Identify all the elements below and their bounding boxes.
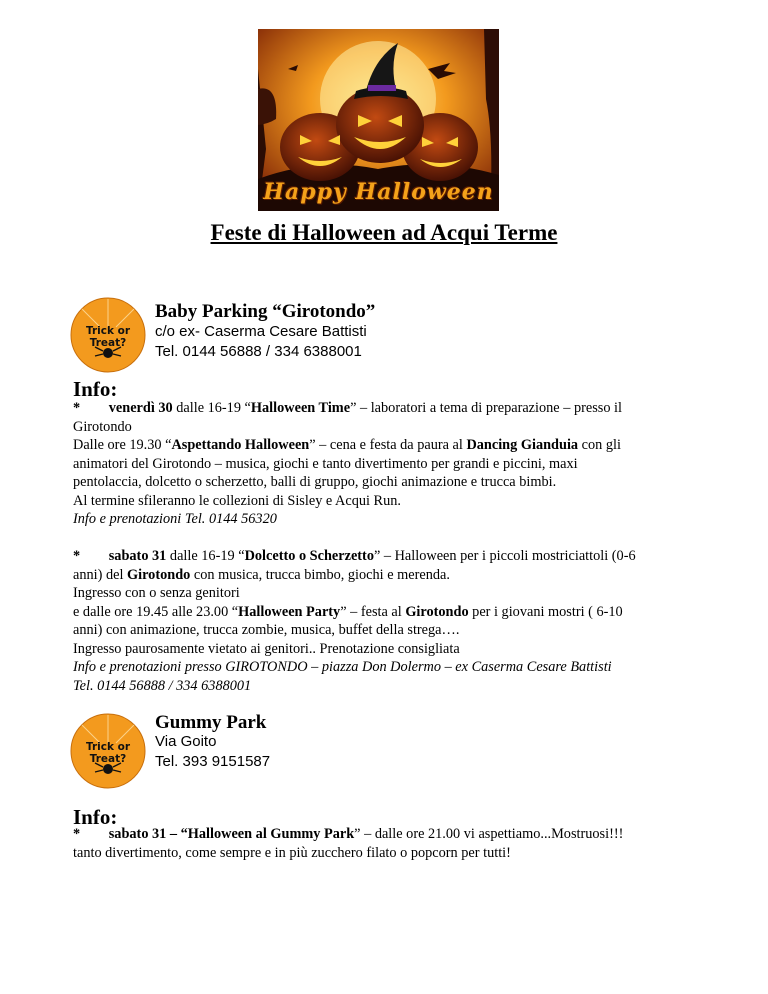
info-line: * sabato 31 – “Halloween al Gummy Park” – dalle ore 21.00 vi aspettiamo...Mostruosi!!! <box>73 826 624 842</box>
trick-or-treat-badge <box>70 713 146 789</box>
info-line: anni) con animazione, trucca zombie, musica, buffet della strega…. <box>73 622 460 638</box>
venue-name: Gummy Park <box>155 712 267 733</box>
page-title: Feste di Halloween ad Acqui Terme <box>210 220 558 245</box>
info-line: * sabato 31 dalle 16-19 “Dolcetto o Scherzetto” – Halloween per i piccoli mostriciattoli (0-6 <box>73 548 636 564</box>
info-line: * venerdì 30 dalle 16-19 “Halloween Time” – laboratori a tema di preparazione – presso il <box>73 400 622 416</box>
info-heading: Info: <box>73 805 118 829</box>
info-line: anni) del Girotondo con musica, trucca bimbo, giochi e merenda. <box>73 566 450 583</box>
info-line: Ingresso paurosamente vietato ai genitori.. Prenotazione consigliata <box>73 640 460 657</box>
info-line: Info e prenotazioni presso GIROTONDO – piazza Don Dolermo – ex Caserma Cesare Battisti <box>73 659 612 675</box>
info-line: e dalle ore 19.45 alle 23.00 “Halloween Party” – festa al Girotondo per i giovani mostri ( 6-10 <box>73 603 623 620</box>
venue-address: Via Goito <box>155 733 217 750</box>
info-line: Al termine sfileranno le collezioni di Sisley e Acqui Run. <box>73 492 401 509</box>
banner-script-text: Happy Halloween <box>263 179 494 205</box>
halloween-banner-image <box>258 29 499 211</box>
info-line: pentolaccia, dolcetto o scherzetto, balli di gruppo, giochi animazione e trucca bimbi. <box>73 474 557 490</box>
info-line: Girotondo <box>73 418 132 435</box>
venue-phone: Tel. 393 9151587 <box>155 753 271 770</box>
venue-address: c/o ex- Caserma Cesare Battisti <box>155 323 367 340</box>
info-line: Ingresso con o senza genitori <box>73 585 240 601</box>
venue-info-text <box>73 825 623 862</box>
venue-name: Baby Parking “Girotondo” <box>155 301 376 322</box>
venue-info-text <box>73 399 636 695</box>
badge-text: Trick or Treat? <box>85 325 131 349</box>
info-line <box>73 529 636 548</box>
info-line: tanto divertimento, come sempre e in più zucchero filato o popcorn per tutti! <box>73 844 511 861</box>
info-heading: Info: <box>73 377 118 401</box>
info-line: animatori del Girotondo – musica, giochi e tanto divertimento per grandi e piccini, maxi <box>73 455 578 472</box>
badge-text: Trick or Treat? <box>85 741 131 765</box>
venue-phone: Tel. 0144 56888 / 334 6388001 <box>155 343 362 360</box>
info-line: Info e prenotazioni Tel. 0144 56320 <box>73 511 277 527</box>
info-line: Dalle ore 19.30 “Aspettando Halloween” – cena e festa da paura al Dancing Gianduia con gli <box>73 437 621 453</box>
trick-or-treat-badge <box>70 297 146 373</box>
info-line: Tel. 0144 56888 / 334 6388001 <box>73 677 252 694</box>
